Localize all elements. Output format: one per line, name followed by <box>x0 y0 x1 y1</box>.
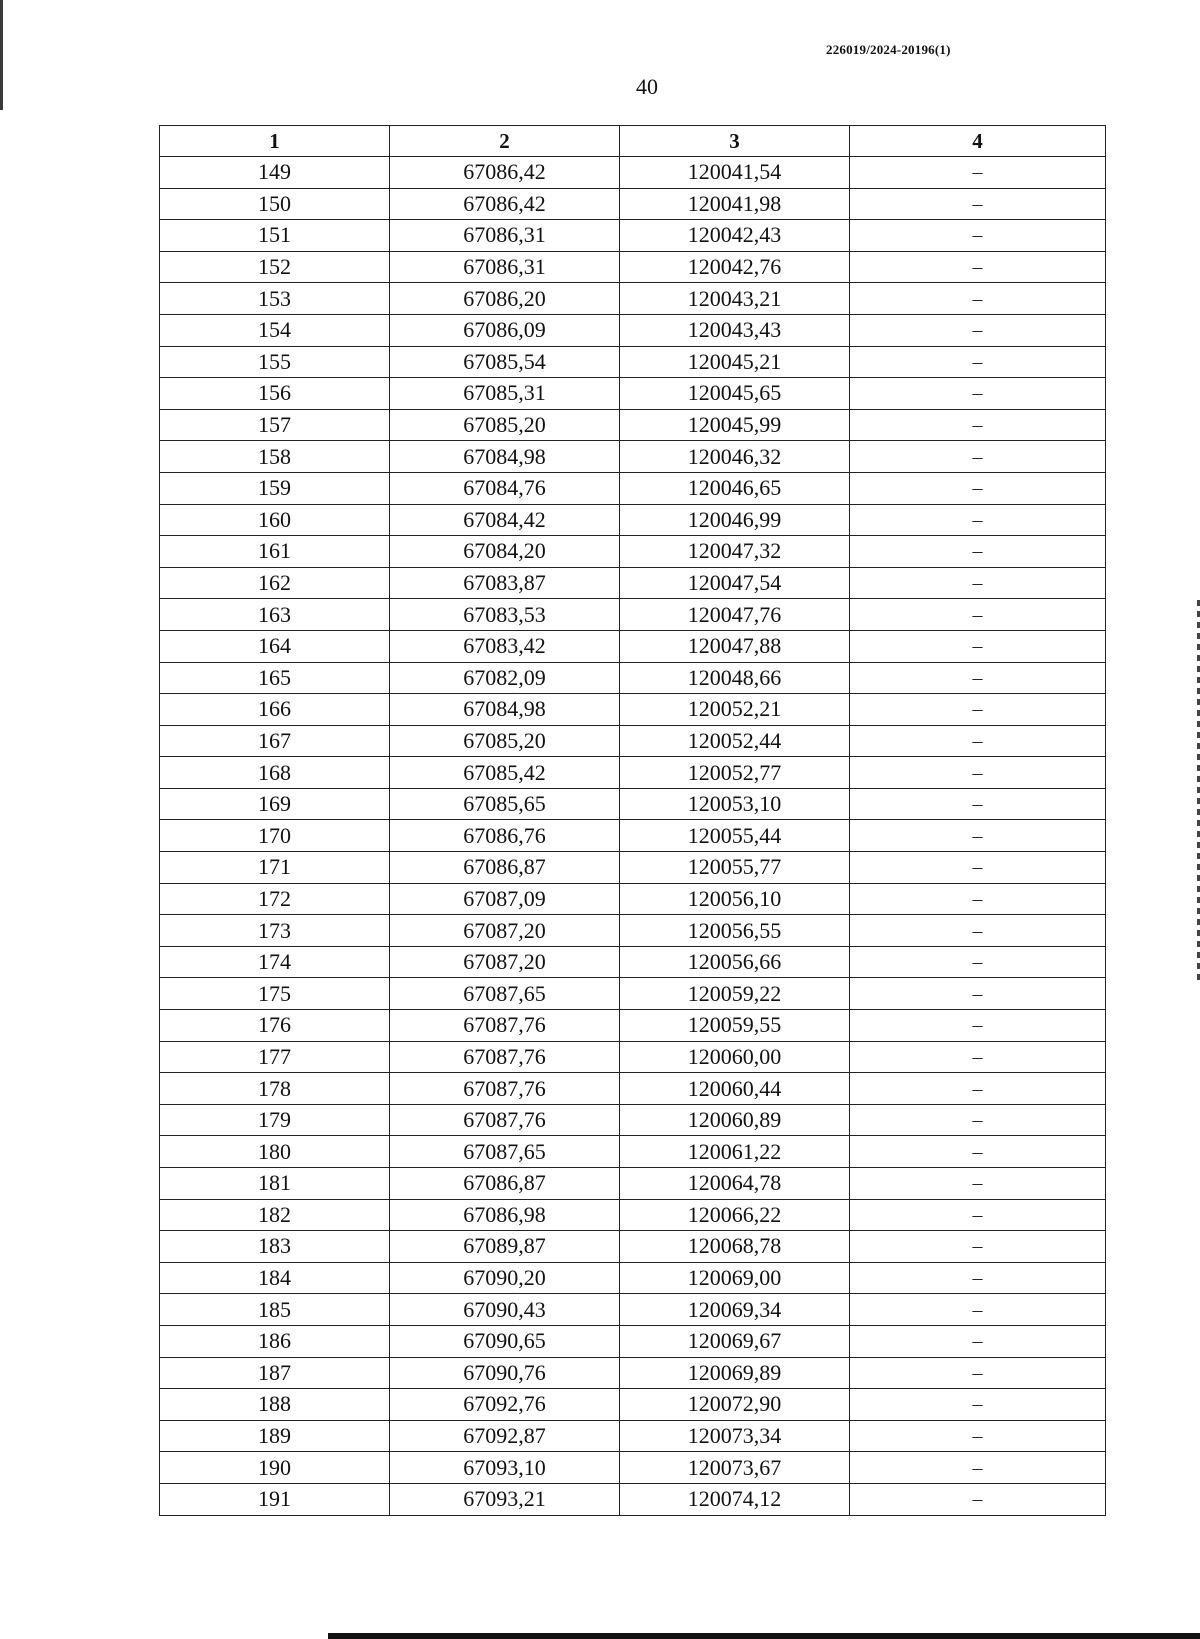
table-row <box>160 788 1106 820</box>
note-cell: – <box>850 1041 1106 1073</box>
y-coordinate-cell: 120052,77 <box>620 757 850 789</box>
x-coordinate-cell: 67084,42 <box>390 504 620 536</box>
y-coordinate-cell: 120069,89 <box>620 1357 850 1389</box>
table-row <box>160 472 1106 504</box>
x-coordinate-cell: 67083,42 <box>390 630 620 662</box>
table-row <box>160 441 1106 473</box>
note-cell: – <box>850 725 1106 757</box>
table-row <box>160 567 1106 599</box>
y-coordinate-cell: 120053,10 <box>620 788 850 820</box>
table-row <box>160 220 1106 252</box>
point-number-cell: 175 <box>160 978 390 1010</box>
table-row <box>160 536 1106 568</box>
table-row <box>160 188 1106 220</box>
x-coordinate-cell: 67086,87 <box>390 1168 620 1200</box>
table-row <box>160 1073 1106 1105</box>
table-row <box>160 504 1106 536</box>
point-number-cell: 185 <box>160 1294 390 1326</box>
note-cell: – <box>850 630 1106 662</box>
table-row <box>160 599 1106 631</box>
header-row <box>160 126 1106 157</box>
x-coordinate-cell: 67083,53 <box>390 599 620 631</box>
point-number-cell: 164 <box>160 630 390 662</box>
note-cell: – <box>850 1420 1106 1452</box>
point-number-cell: 188 <box>160 1389 390 1421</box>
y-coordinate-cell: 120052,44 <box>620 725 850 757</box>
y-coordinate-cell: 120055,44 <box>620 820 850 852</box>
x-coordinate-cell: 67087,20 <box>390 915 620 947</box>
x-coordinate-cell: 67086,87 <box>390 852 620 884</box>
note-cell: – <box>850 1010 1106 1042</box>
point-number-cell: 154 <box>160 314 390 346</box>
y-coordinate-cell: 120064,78 <box>620 1168 850 1200</box>
note-cell: – <box>850 1168 1106 1200</box>
table-row <box>160 1262 1106 1294</box>
note-cell: – <box>850 251 1106 283</box>
y-coordinate-cell: 120045,99 <box>620 409 850 441</box>
note-cell: – <box>850 1199 1106 1231</box>
point-number-cell: 157 <box>160 409 390 441</box>
note-cell: – <box>850 441 1106 473</box>
point-number-cell: 158 <box>160 441 390 473</box>
y-coordinate-cell: 120059,22 <box>620 978 850 1010</box>
point-number-cell: 165 <box>160 662 390 694</box>
table-row <box>160 1294 1106 1326</box>
x-coordinate-cell: 67087,65 <box>390 1136 620 1168</box>
point-number-cell: 186 <box>160 1325 390 1357</box>
note-cell: – <box>850 472 1106 504</box>
x-coordinate-cell: 67085,42 <box>390 757 620 789</box>
table-row <box>160 1325 1106 1357</box>
table-row <box>160 1104 1106 1136</box>
table-row <box>160 662 1106 694</box>
note-cell: – <box>850 1357 1106 1389</box>
point-number-cell: 171 <box>160 852 390 884</box>
note-cell: – <box>850 1483 1106 1515</box>
table-row <box>160 725 1106 757</box>
y-coordinate-cell: 120074,12 <box>620 1483 850 1515</box>
point-number-cell: 178 <box>160 1073 390 1105</box>
note-cell: – <box>850 1104 1106 1136</box>
x-coordinate-cell: 67086,42 <box>390 157 620 189</box>
note-cell: – <box>850 820 1106 852</box>
point-number-cell: 168 <box>160 757 390 789</box>
point-number-cell: 151 <box>160 220 390 252</box>
point-number-cell: 180 <box>160 1136 390 1168</box>
x-coordinate-cell: 67086,31 <box>390 220 620 252</box>
y-coordinate-cell: 120061,22 <box>620 1136 850 1168</box>
note-cell: – <box>850 1294 1106 1326</box>
y-coordinate-cell: 120056,55 <box>620 915 850 947</box>
x-coordinate-cell: 67084,76 <box>390 472 620 504</box>
table-row <box>160 378 1106 410</box>
table-row <box>160 915 1106 947</box>
point-number-cell: 169 <box>160 788 390 820</box>
y-coordinate-cell: 120042,43 <box>620 220 850 252</box>
table-row <box>160 314 1106 346</box>
table-row <box>160 283 1106 315</box>
x-coordinate-cell: 67084,98 <box>390 694 620 726</box>
point-number-cell: 190 <box>160 1452 390 1484</box>
y-coordinate-cell: 120043,21 <box>620 283 850 315</box>
note-cell: – <box>850 567 1106 599</box>
table-row <box>160 1136 1106 1168</box>
table-header <box>160 126 1106 157</box>
y-coordinate-cell: 120047,32 <box>620 536 850 568</box>
point-number-cell: 149 <box>160 157 390 189</box>
y-coordinate-cell: 120046,99 <box>620 504 850 536</box>
note-cell: – <box>850 1136 1106 1168</box>
table-row <box>160 1420 1106 1452</box>
table-row <box>160 409 1106 441</box>
y-coordinate-cell: 120069,34 <box>620 1294 850 1326</box>
column-header-4: 4 <box>850 126 1106 157</box>
note-cell: – <box>850 1262 1106 1294</box>
point-number-cell: 162 <box>160 567 390 599</box>
note-cell: – <box>850 915 1106 947</box>
note-cell: – <box>850 283 1106 315</box>
table-row <box>160 1041 1106 1073</box>
y-coordinate-cell: 120042,76 <box>620 251 850 283</box>
x-coordinate-cell: 67087,65 <box>390 978 620 1010</box>
x-coordinate-cell: 67086,98 <box>390 1199 620 1231</box>
table-row <box>160 757 1106 789</box>
column-header-1: 1 <box>160 126 390 157</box>
y-coordinate-cell: 120047,54 <box>620 567 850 599</box>
x-coordinate-cell: 67087,76 <box>390 1073 620 1105</box>
point-number-cell: 166 <box>160 694 390 726</box>
y-coordinate-cell: 120068,78 <box>620 1231 850 1263</box>
point-number-cell: 183 <box>160 1231 390 1263</box>
note-cell: – <box>850 504 1106 536</box>
point-number-cell: 167 <box>160 725 390 757</box>
point-number-cell: 159 <box>160 472 390 504</box>
point-number-cell: 181 <box>160 1168 390 1200</box>
note-cell: – <box>850 852 1106 884</box>
x-coordinate-cell: 67086,42 <box>390 188 620 220</box>
point-number-cell: 187 <box>160 1357 390 1389</box>
x-coordinate-cell: 67086,20 <box>390 283 620 315</box>
y-coordinate-cell: 120047,76 <box>620 599 850 631</box>
column-header-2: 2 <box>390 126 620 157</box>
x-coordinate-cell: 67085,20 <box>390 409 620 441</box>
x-coordinate-cell: 67087,76 <box>390 1010 620 1042</box>
point-number-cell: 191 <box>160 1483 390 1515</box>
point-number-cell: 161 <box>160 536 390 568</box>
note-cell: – <box>850 1389 1106 1421</box>
table-row <box>160 1010 1106 1042</box>
note-cell: – <box>850 220 1106 252</box>
note-cell: – <box>850 883 1106 915</box>
point-number-cell: 182 <box>160 1199 390 1231</box>
table-row <box>160 157 1106 189</box>
x-coordinate-cell: 67087,09 <box>390 883 620 915</box>
table-row <box>160 820 1106 852</box>
x-coordinate-cell: 67086,09 <box>390 314 620 346</box>
note-cell: – <box>850 946 1106 978</box>
table-row <box>160 694 1106 726</box>
x-coordinate-cell: 67082,09 <box>390 662 620 694</box>
table-row <box>160 346 1106 378</box>
point-number-cell: 172 <box>160 883 390 915</box>
table-body <box>160 157 1106 1516</box>
note-cell: – <box>850 314 1106 346</box>
x-coordinate-cell: 67085,65 <box>390 788 620 820</box>
note-cell: – <box>850 599 1106 631</box>
note-cell: – <box>850 1452 1106 1484</box>
point-number-cell: 189 <box>160 1420 390 1452</box>
x-coordinate-cell: 67090,65 <box>390 1325 620 1357</box>
note-cell: – <box>850 536 1106 568</box>
note-cell: – <box>850 188 1106 220</box>
table-row <box>160 1389 1106 1421</box>
y-coordinate-cell: 120043,43 <box>620 314 850 346</box>
note-cell: – <box>850 788 1106 820</box>
point-number-cell: 184 <box>160 1262 390 1294</box>
point-number-cell: 176 <box>160 1010 390 1042</box>
note-cell: – <box>850 1073 1106 1105</box>
point-number-cell: 153 <box>160 283 390 315</box>
point-number-cell: 150 <box>160 188 390 220</box>
point-number-cell: 170 <box>160 820 390 852</box>
note-cell: – <box>850 409 1106 441</box>
x-coordinate-cell: 67085,20 <box>390 725 620 757</box>
y-coordinate-cell: 120073,67 <box>620 1452 850 1484</box>
x-coordinate-cell: 67084,20 <box>390 536 620 568</box>
table-row <box>160 946 1106 978</box>
note-cell: – <box>850 694 1106 726</box>
y-coordinate-cell: 120073,34 <box>620 1420 850 1452</box>
column-header-3: 3 <box>620 126 850 157</box>
note-cell: – <box>850 662 1106 694</box>
table-row <box>160 1483 1106 1515</box>
y-coordinate-cell: 120072,90 <box>620 1389 850 1421</box>
point-number-cell: 163 <box>160 599 390 631</box>
y-coordinate-cell: 120055,77 <box>620 852 850 884</box>
y-coordinate-cell: 120066,22 <box>620 1199 850 1231</box>
x-coordinate-cell: 67083,87 <box>390 567 620 599</box>
point-number-cell: 160 <box>160 504 390 536</box>
point-number-cell: 156 <box>160 378 390 410</box>
y-coordinate-cell: 120052,21 <box>620 694 850 726</box>
x-coordinate-cell: 67086,76 <box>390 820 620 852</box>
document-id: 226019/2024-20196(1) <box>826 42 951 57</box>
x-coordinate-cell: 67090,20 <box>390 1262 620 1294</box>
table-row <box>160 978 1106 1010</box>
y-coordinate-cell: 120069,67 <box>620 1325 850 1357</box>
point-number-cell: 173 <box>160 915 390 947</box>
x-coordinate-cell: 67085,54 <box>390 346 620 378</box>
note-cell: – <box>850 346 1106 378</box>
y-coordinate-cell: 120041,54 <box>620 157 850 189</box>
x-coordinate-cell: 67087,20 <box>390 946 620 978</box>
footer-rule <box>328 1633 1200 1639</box>
table-row <box>160 251 1106 283</box>
table-row <box>160 1357 1106 1389</box>
y-coordinate-cell: 120045,65 <box>620 378 850 410</box>
table-row <box>160 1168 1106 1200</box>
note-cell: – <box>850 1325 1106 1357</box>
point-number-cell: 174 <box>160 946 390 978</box>
table-row <box>160 883 1106 915</box>
y-coordinate-cell: 120047,88 <box>620 630 850 662</box>
x-coordinate-cell: 67093,21 <box>390 1483 620 1515</box>
page-number: 40 <box>636 74 658 99</box>
point-number-cell: 155 <box>160 346 390 378</box>
coordinates-table-container <box>159 125 1105 1516</box>
y-coordinate-cell: 120056,66 <box>620 946 850 978</box>
x-coordinate-cell: 67084,98 <box>390 441 620 473</box>
x-coordinate-cell: 67087,76 <box>390 1041 620 1073</box>
note-cell: – <box>850 1231 1106 1263</box>
x-coordinate-cell: 67092,87 <box>390 1420 620 1452</box>
x-coordinate-cell: 67092,76 <box>390 1389 620 1421</box>
coordinates-table <box>159 125 1106 1516</box>
y-coordinate-cell: 120048,66 <box>620 662 850 694</box>
y-coordinate-cell: 120046,32 <box>620 441 850 473</box>
table-row <box>160 630 1106 662</box>
note-cell: – <box>850 157 1106 189</box>
y-coordinate-cell: 120059,55 <box>620 1010 850 1042</box>
y-coordinate-cell: 120069,00 <box>620 1262 850 1294</box>
y-coordinate-cell: 120046,65 <box>620 472 850 504</box>
table-row <box>160 1452 1106 1484</box>
y-coordinate-cell: 120041,98 <box>620 188 850 220</box>
x-coordinate-cell: 67090,43 <box>390 1294 620 1326</box>
y-coordinate-cell: 120060,89 <box>620 1104 850 1136</box>
note-cell: – <box>850 378 1106 410</box>
y-coordinate-cell: 120060,00 <box>620 1041 850 1073</box>
table-row <box>160 852 1106 884</box>
note-cell: – <box>850 978 1106 1010</box>
x-coordinate-cell: 67087,76 <box>390 1104 620 1136</box>
x-coordinate-cell: 67090,76 <box>390 1357 620 1389</box>
table-row <box>160 1199 1106 1231</box>
y-coordinate-cell: 120060,44 <box>620 1073 850 1105</box>
y-coordinate-cell: 120045,21 <box>620 346 850 378</box>
x-coordinate-cell: 67089,87 <box>390 1231 620 1263</box>
note-cell: – <box>850 757 1106 789</box>
x-coordinate-cell: 67085,31 <box>390 378 620 410</box>
point-number-cell: 152 <box>160 251 390 283</box>
table-row <box>160 1231 1106 1263</box>
y-coordinate-cell: 120056,10 <box>620 883 850 915</box>
x-coordinate-cell: 67086,31 <box>390 251 620 283</box>
x-coordinate-cell: 67093,10 <box>390 1452 620 1484</box>
point-number-cell: 177 <box>160 1041 390 1073</box>
point-number-cell: 179 <box>160 1104 390 1136</box>
